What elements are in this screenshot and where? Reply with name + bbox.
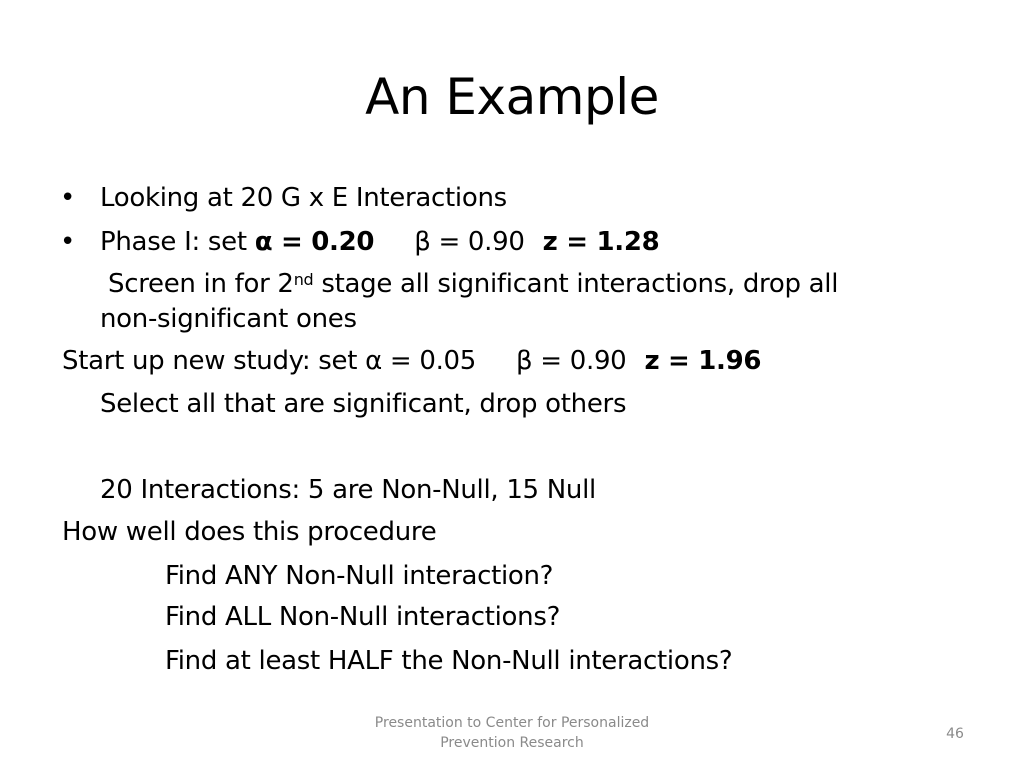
screen-text-rest: stage all significant interactions, drop all bbox=[313, 269, 839, 299]
question-text: Find ALL Non-Null interactions? bbox=[165, 602, 561, 632]
footer-line: Presentation to Center for Personalized bbox=[374, 715, 650, 731]
beta-value: β = 0.90 bbox=[414, 227, 525, 257]
interactions-text: 20 Interactions: 5 are Non-Null, 15 Null bbox=[100, 475, 596, 505]
study-z-value: z = 1.96 bbox=[644, 346, 762, 376]
alpha-value: α = 0.20 bbox=[254, 227, 375, 257]
screen-line bbox=[108, 268, 838, 300]
bullet-item bbox=[100, 182, 507, 214]
bullet-item bbox=[100, 226, 659, 258]
study-beta: β = 0.90 bbox=[516, 346, 627, 376]
interactions-line bbox=[100, 474, 596, 506]
screen-continuation bbox=[100, 303, 357, 335]
question-text: Find at least HALF the Non-Null interactions? bbox=[165, 646, 733, 676]
how-line bbox=[62, 516, 436, 548]
page-number: 46 bbox=[946, 726, 964, 742]
bullet-text: Looking at 20 G x E Interactions bbox=[100, 183, 507, 213]
how-text: How well does this procedure bbox=[62, 517, 437, 547]
screen-superscript: nd bbox=[293, 270, 314, 289]
z-value: z = 1.28 bbox=[542, 227, 660, 257]
question-item bbox=[165, 601, 560, 633]
slide-title: An Example bbox=[365, 68, 659, 126]
screen-continuation-text: non-significant ones bbox=[100, 304, 357, 334]
question-text: Find ANY Non-Null interaction? bbox=[165, 561, 554, 591]
bullet-icon: • bbox=[60, 183, 76, 213]
screen-text: Screen in for 2 bbox=[108, 269, 294, 299]
study-prefix: Start up new study: set α = 0.05 bbox=[62, 346, 477, 376]
phase-prefix: Phase I: set bbox=[100, 227, 255, 257]
select-text: Select all that are significant, drop others bbox=[100, 389, 627, 419]
question-item bbox=[165, 645, 732, 677]
footer-line: Prevention Research bbox=[440, 735, 584, 751]
slide-footer bbox=[336, 713, 688, 753]
question-item bbox=[165, 560, 553, 592]
bullet-icon: • bbox=[60, 227, 76, 257]
select-line bbox=[100, 388, 626, 420]
study-line bbox=[62, 345, 761, 377]
